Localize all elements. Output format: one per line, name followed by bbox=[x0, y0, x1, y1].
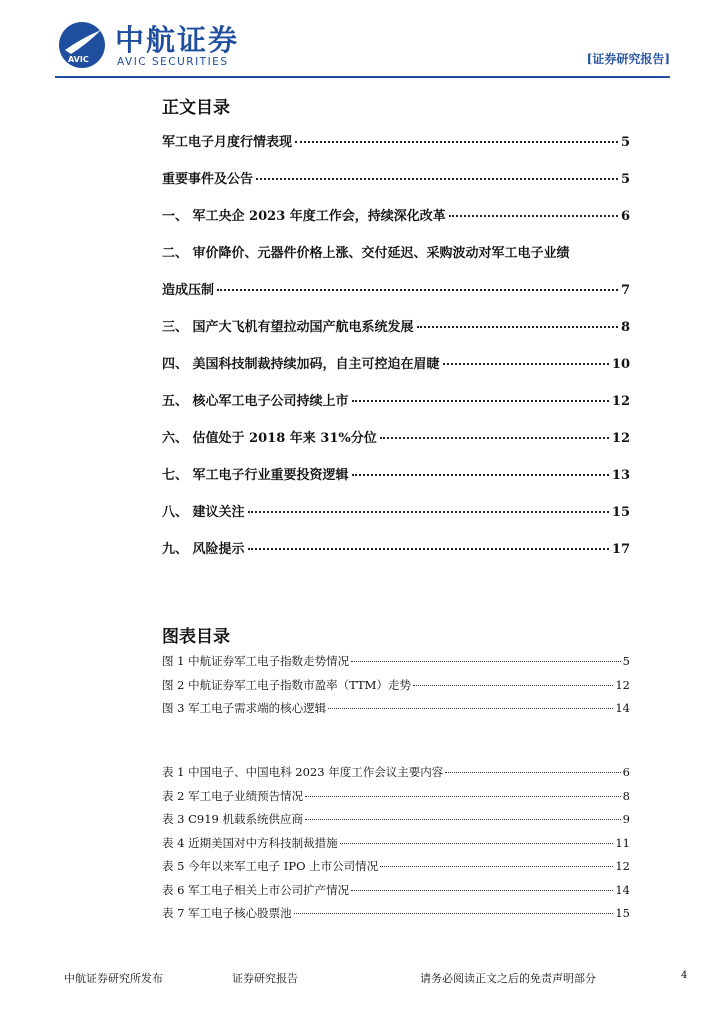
toc-entry-text: 重要事件及公告 bbox=[162, 172, 254, 187]
leader-dots bbox=[417, 326, 618, 328]
leader-dots bbox=[380, 866, 613, 867]
table-entry-text: 表 7 军工电子核心股票池 bbox=[162, 906, 292, 920]
table-entry-text: 表 5 今年以来军工电子 IPO 上市公司情况 bbox=[162, 859, 379, 873]
table-entry[interactable] bbox=[162, 905, 630, 929]
figure-entry[interactable] bbox=[162, 677, 630, 701]
table-entry-text: 表 2 军工电子业绩预告情况 bbox=[162, 788, 304, 803]
table-entry-page: 12 bbox=[615, 859, 630, 873]
avic-logo-icon bbox=[57, 20, 107, 70]
figure-entry[interactable] bbox=[162, 700, 630, 724]
leader-dots bbox=[217, 289, 618, 291]
toc-entry-page: 7 bbox=[620, 283, 630, 298]
table-list bbox=[162, 764, 630, 929]
table-entry-page: 6 bbox=[622, 765, 630, 779]
leader-dots bbox=[305, 796, 621, 797]
page-footer bbox=[0, 970, 724, 1000]
table-entry-page: 15 bbox=[615, 906, 630, 920]
toc-entry[interactable] bbox=[162, 501, 630, 538]
leader-dots bbox=[413, 685, 613, 686]
toc-title: 正文目录 bbox=[162, 98, 230, 118]
table-entry[interactable] bbox=[162, 811, 630, 835]
toc-entry[interactable] bbox=[162, 205, 630, 242]
leader-dots bbox=[256, 178, 618, 180]
table-entry[interactable] bbox=[162, 764, 630, 788]
leader-dots bbox=[248, 548, 609, 550]
toc-entry-text: 一、 军工央企 2023 年度工作会，持续深化改革 bbox=[162, 209, 446, 224]
table-entry-text: 表 1 中国电子、中国电科 2023 年度工作会议主要内容 bbox=[162, 765, 444, 779]
leader-dots bbox=[295, 141, 618, 143]
figure-entry-page: 12 bbox=[615, 677, 630, 692]
table-entry-page: 9 bbox=[622, 812, 630, 826]
table-entry-page: 11 bbox=[615, 835, 630, 850]
logo-chinese-name: 中航证券 bbox=[115, 23, 240, 57]
company-logo bbox=[57, 20, 257, 70]
leader-dots bbox=[305, 819, 621, 820]
report-type-tag: [证券研究报告] bbox=[586, 52, 670, 66]
toc-entry-text: 军工电子月度行情表现 bbox=[162, 135, 293, 150]
toc-entry[interactable] bbox=[162, 131, 630, 168]
table-entry[interactable] bbox=[162, 835, 630, 859]
leader-dots bbox=[445, 772, 620, 773]
toc-entry-page: 17 bbox=[611, 542, 630, 557]
footer-report-type: 证券研究报告 bbox=[232, 972, 298, 985]
toc-entry-page: 13 bbox=[611, 468, 630, 483]
toc-entry-page: 5 bbox=[620, 172, 630, 187]
leader-dots bbox=[294, 913, 614, 914]
toc-entry-text-continuation: 造成压制 bbox=[162, 283, 215, 298]
page-number: 4 bbox=[681, 970, 688, 981]
figure-entry-text: 图 1 中航证券军工电子指数走势情况 bbox=[162, 654, 350, 668]
toc-entry[interactable] bbox=[162, 168, 630, 205]
figure-list bbox=[162, 653, 630, 724]
svg-text:AVIC: AVIC bbox=[68, 55, 89, 64]
leader-dots bbox=[449, 215, 618, 217]
toc-entry-text: 二、 审价降价、元器件价格上涨、交付延迟、采购波动对军工电子业绩 bbox=[162, 246, 570, 261]
toc-entry-text: 四、 美国科技制裁持续加码，自主可控迫在眉睫 bbox=[162, 357, 440, 372]
toc-entry[interactable] bbox=[162, 316, 630, 353]
logo-english-name: AVIC SECURITIES bbox=[117, 56, 229, 68]
toc-entry-continuation bbox=[162, 279, 630, 316]
leader-dots bbox=[352, 474, 609, 476]
toc-entry-text: 六、 估值处于 2018 年来 31%分位 bbox=[162, 431, 377, 446]
footer-disclaimer: 请务必阅读正文之后的免责声明部分 bbox=[420, 972, 596, 985]
toc-entry-page: 10 bbox=[611, 357, 630, 372]
toc-entry[interactable] bbox=[162, 427, 630, 464]
toc-entry[interactable] bbox=[162, 353, 630, 390]
leader-dots bbox=[351, 890, 613, 891]
toc-entry-text: 七、 军工电子行业重要投资逻辑 bbox=[162, 468, 349, 483]
toc-entry-page: 12 bbox=[611, 394, 630, 409]
toc-entry-page: 12 bbox=[611, 431, 630, 446]
footer-publisher: 中航证券研究所发布 bbox=[64, 972, 163, 985]
leader-dots bbox=[340, 843, 614, 844]
header-divider bbox=[55, 76, 670, 78]
toc-entry[interactable] bbox=[162, 390, 630, 427]
toc-entry-page: 5 bbox=[620, 135, 630, 150]
toc-entry[interactable] bbox=[162, 464, 630, 501]
toc-entry-multiline[interactable] bbox=[162, 242, 630, 316]
table-entry-text: 表 3 C919 机载系统供应商 bbox=[162, 812, 304, 826]
figure-entry-text: 图 2 中航证券军工电子指数市盈率（TTM）走势 bbox=[162, 677, 411, 692]
figure-entry-page: 5 bbox=[622, 654, 630, 668]
table-entry[interactable] bbox=[162, 858, 630, 882]
table-entry-page: 14 bbox=[615, 882, 630, 897]
toc-entry[interactable] bbox=[162, 538, 630, 575]
table-entry[interactable] bbox=[162, 882, 630, 906]
table-entry[interactable] bbox=[162, 788, 630, 812]
toc-entry-text: 九、 风险提示 bbox=[162, 542, 245, 557]
figure-entry-page: 14 bbox=[615, 701, 630, 715]
table-entry-text: 表 4 近期美国对中方科技制裁措施 bbox=[162, 835, 338, 850]
toc-entry-page: 6 bbox=[620, 209, 630, 224]
leader-dots bbox=[380, 437, 609, 439]
table-entry-page: 8 bbox=[622, 788, 630, 803]
figure-entry-text: 图 3 军工电子需求端的核心逻辑 bbox=[162, 701, 327, 715]
toc-entry-text: 五、 核心军工电子公司持续上市 bbox=[162, 394, 349, 409]
toc-list bbox=[162, 131, 630, 575]
page-header bbox=[0, 0, 724, 84]
table-entry-text: 表 6 军工电子相关上市公司扩产情况 bbox=[162, 882, 350, 897]
toc-entry-page: 8 bbox=[620, 320, 630, 335]
leader-dots bbox=[352, 400, 609, 402]
leader-dots bbox=[351, 661, 621, 662]
leader-dots bbox=[443, 363, 609, 365]
leader-dots bbox=[328, 708, 613, 709]
charts-title: 图表目录 bbox=[162, 627, 230, 647]
toc-entry-text: 三、 国产大飞机有望拉动国产航电系统发展 bbox=[162, 320, 414, 335]
toc-entry-page: 15 bbox=[611, 505, 630, 520]
figure-entry[interactable] bbox=[162, 653, 630, 677]
leader-dots bbox=[248, 511, 609, 513]
toc-entry-text: 八、 建议关注 bbox=[162, 505, 245, 520]
